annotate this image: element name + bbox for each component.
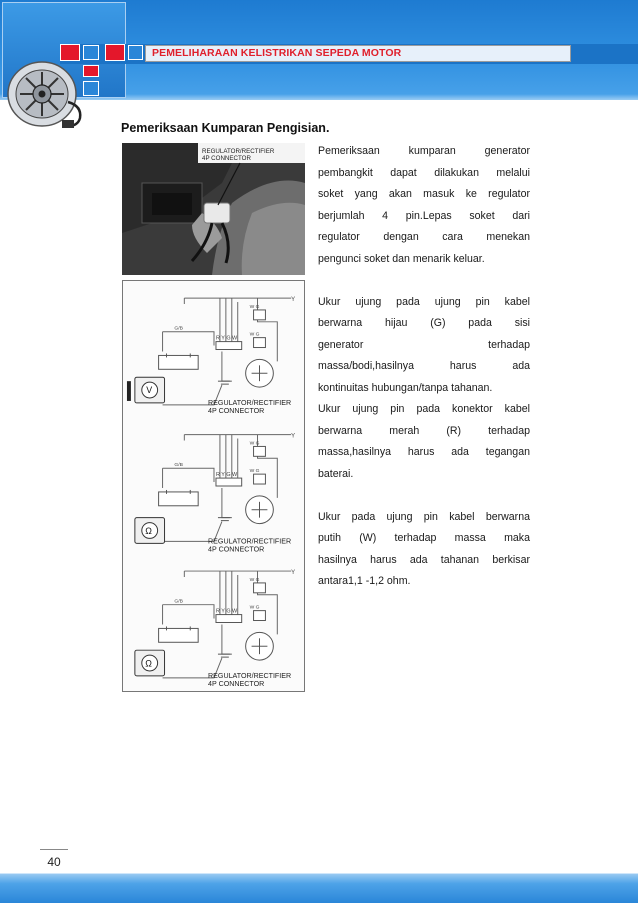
photo-label-line1: REGULATOR/RECTIFIER bbox=[202, 148, 275, 155]
meter-symbol: Ω bbox=[145, 525, 152, 536]
svg-text:W G: W G bbox=[249, 332, 260, 338]
meter-symbol: Ω bbox=[145, 658, 152, 669]
diagram-label-line2: 4P CONNECTOR bbox=[208, 679, 265, 688]
svg-text:R Y G W: R Y G W bbox=[215, 608, 238, 615]
text-line: hasilnya harus ada tahanan berkisar bbox=[318, 553, 530, 566]
wiring-diagram-1 bbox=[127, 297, 295, 415]
svg-text:W G: W G bbox=[249, 577, 260, 583]
paragraph-2 bbox=[318, 292, 530, 486]
text-line: pembangkit dapat dilakukan melalui bbox=[318, 166, 530, 179]
text-line: pengunci soket dan menarik keluar. bbox=[318, 252, 485, 265]
section-heading: Pemeriksaan Kumparan Pengisian. bbox=[121, 121, 330, 135]
text-line: regulator dengan cara menekan bbox=[318, 231, 530, 243]
svg-text:W G: W G bbox=[249, 469, 260, 475]
text-line: kontinuitas hubungan/tanpa tahanan. bbox=[318, 381, 493, 394]
svg-text:Y: Y bbox=[291, 297, 296, 304]
diagram-label-line1: REGULATOR/RECTIFIER bbox=[208, 537, 292, 546]
text-line: massa/bodi,hasilnya harus ada bbox=[318, 360, 530, 372]
svg-text:G/B: G/B bbox=[174, 599, 183, 605]
text-line: Ukur ujung pin pada konektor kabel bbox=[318, 403, 530, 415]
text-line: berwarna merah (R) terhadap bbox=[318, 424, 530, 437]
text-line: berwarna hijau (G) pada sisi bbox=[318, 317, 530, 329]
text-line: Ukur ujung pada ujung pin kabel bbox=[318, 295, 530, 308]
text-line: Ukur pada ujung pin kabel berwarna bbox=[318, 510, 530, 523]
svg-text:W G: W G bbox=[249, 605, 260, 611]
page-number-rule bbox=[40, 849, 68, 850]
header-block-red bbox=[105, 44, 125, 61]
page-number: 40 bbox=[47, 855, 61, 869]
svg-text:R Y G W: R Y G W bbox=[215, 472, 238, 479]
text-line: generator terhadap bbox=[318, 338, 530, 351]
text-line: Pemeriksaan kumparan generator bbox=[318, 145, 530, 157]
wiring-diagrams bbox=[122, 280, 305, 692]
svg-text:R Y G W: R Y G W bbox=[215, 335, 238, 342]
svg-text:Y: Y bbox=[291, 570, 296, 577]
alternator-icon bbox=[2, 56, 90, 130]
svg-text:G/B: G/B bbox=[174, 463, 183, 469]
paragraph-3 bbox=[318, 507, 530, 593]
text-line: putih (W) terhadap massa maka bbox=[318, 532, 530, 544]
body-text bbox=[318, 141, 530, 593]
wiring-diagram-2 bbox=[135, 434, 295, 554]
diagram-label-line1: REGULATOR/RECTIFIER bbox=[208, 398, 292, 407]
text-line: antara1,1 -1,2 ohm. bbox=[318, 575, 411, 587]
svg-text:G/B: G/B bbox=[174, 326, 183, 332]
footer-band bbox=[0, 873, 638, 903]
wiring-diagram-3 bbox=[135, 570, 295, 688]
text-line: baterai. bbox=[318, 467, 354, 480]
svg-text:Y: Y bbox=[291, 433, 296, 440]
svg-text:W G: W G bbox=[249, 304, 260, 310]
text-line: berjumlah 4 pin.Lepas soket dari bbox=[318, 209, 530, 222]
text-line: massa,hasilnya harus ada tegangan bbox=[318, 446, 530, 458]
paragraph-1 bbox=[318, 141, 530, 270]
diagram-label-line2: 4P CONNECTOR bbox=[208, 545, 265, 554]
text-line: soket yang akan masuk ke regulator bbox=[318, 188, 530, 200]
running-header-title: PEMELIHARAAN KELISTRIKAN SEPEDA MOTOR bbox=[145, 45, 571, 62]
connector-photo bbox=[122, 143, 305, 275]
header-block-blue bbox=[128, 45, 143, 60]
diagram-label-line2: 4P CONNECTOR bbox=[208, 406, 265, 415]
photo-label-line2: 4P CONNECTOR bbox=[202, 155, 251, 162]
diagram-label-line1: REGULATOR/RECTIFIER bbox=[208, 671, 292, 680]
meter-symbol: V bbox=[146, 385, 153, 396]
svg-text:W G: W G bbox=[249, 441, 260, 447]
